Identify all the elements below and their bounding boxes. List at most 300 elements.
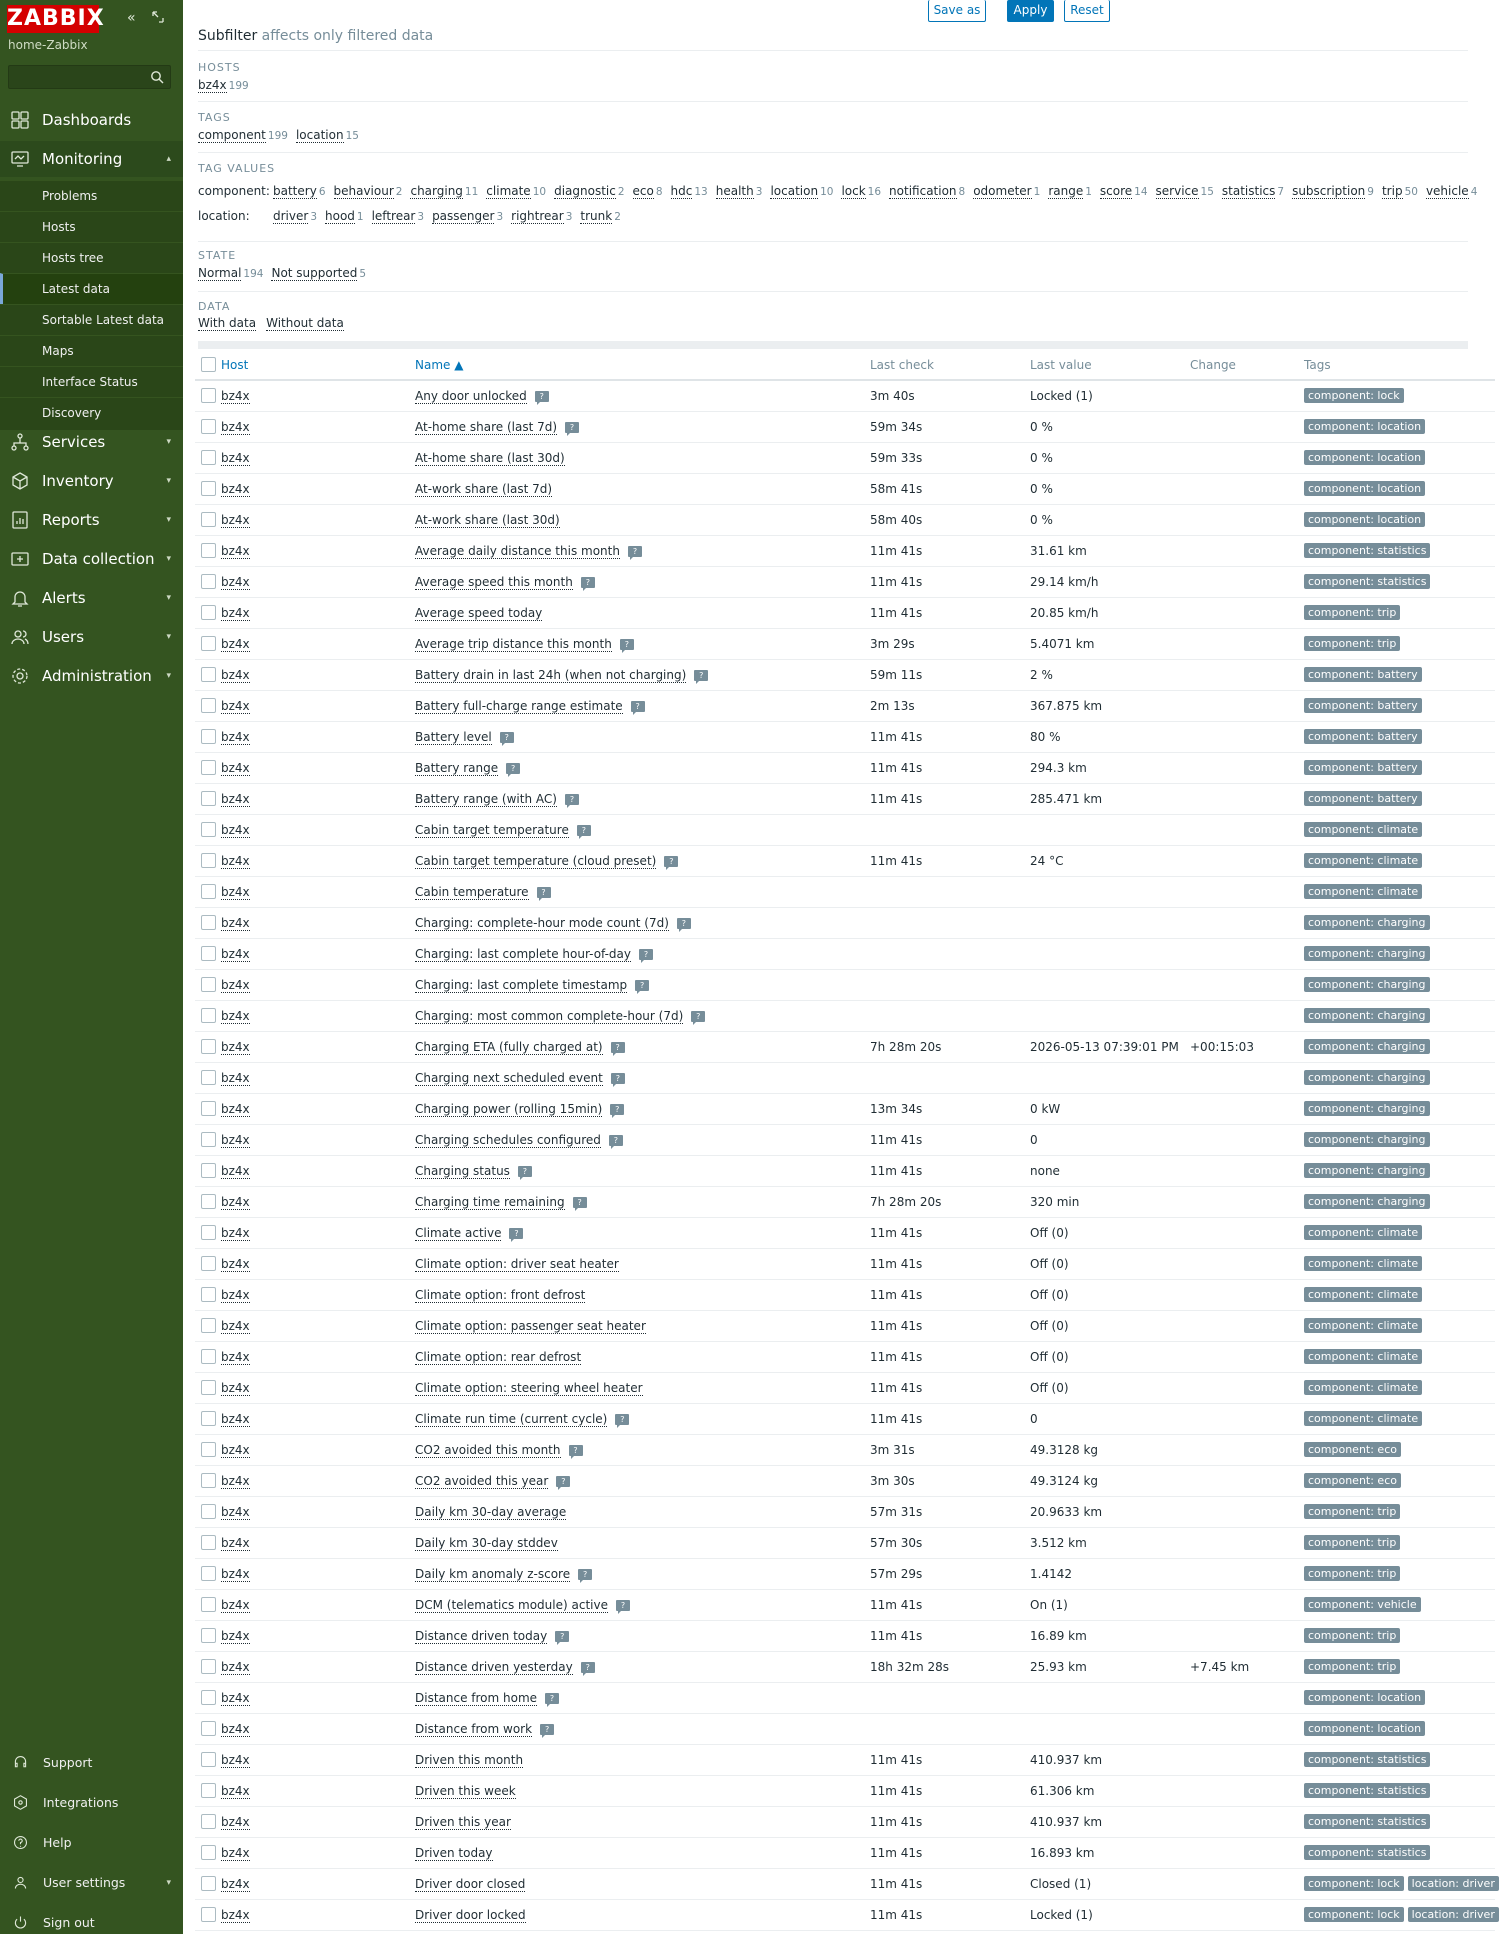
host-link[interactable]: bz4x xyxy=(221,481,250,496)
host-link[interactable]: bz4x xyxy=(221,977,250,992)
tag-badge[interactable]: component: battery xyxy=(1304,760,1422,775)
tag-badge[interactable]: component: charging xyxy=(1304,915,1430,930)
row-checkbox[interactable] xyxy=(201,1194,216,1209)
host-link[interactable]: bz4x xyxy=(221,1225,250,1240)
description-icon[interactable]: ? xyxy=(577,825,591,836)
description-icon[interactable]: ? xyxy=(691,1011,705,1022)
tag-badge[interactable]: location: driver xyxy=(1408,1876,1499,1891)
nav-monitoring[interactable] xyxy=(0,141,183,177)
host-link[interactable]: bz4x xyxy=(221,760,250,775)
item-name-link[interactable]: Any door unlocked xyxy=(415,388,527,403)
tag-badge[interactable]: component: statistics xyxy=(1304,1814,1430,1829)
host-link[interactable]: bz4x xyxy=(221,1659,250,1674)
host-link[interactable]: bz4x xyxy=(221,1163,250,1178)
item-name-link[interactable]: Daily km anomaly z-score xyxy=(415,1566,571,1581)
host-link[interactable]: bz4x xyxy=(221,1597,250,1612)
description-icon[interactable]: ? xyxy=(565,794,579,805)
item-name-link[interactable]: Driven this week xyxy=(415,1783,516,1798)
zabbix-logo[interactable]: ZABBIX xyxy=(7,6,105,31)
subfilter-tag-value-link[interactable]: behaviour xyxy=(333,184,394,198)
row-checkbox[interactable] xyxy=(201,543,216,558)
item-name-link[interactable]: Charging: complete-hour mode count (7d) xyxy=(415,915,669,930)
item-name-link[interactable]: Charging ETA (fully charged at) xyxy=(415,1039,603,1054)
row-checkbox[interactable] xyxy=(201,822,216,837)
tag-badge[interactable]: component: trip xyxy=(1304,1659,1400,1674)
nav-user-settings[interactable] xyxy=(0,1867,183,1897)
item-name-link[interactable]: DCM (telematics module) active xyxy=(415,1597,608,1612)
description-icon[interactable]: ? xyxy=(615,1414,629,1425)
host-link[interactable]: bz4x xyxy=(221,1907,250,1922)
row-checkbox[interactable] xyxy=(201,512,216,527)
tag-badge[interactable]: component: trip xyxy=(1304,605,1400,620)
item-name-link[interactable]: Climate option: passenger seat heater xyxy=(415,1318,646,1333)
subfilter-tag-value-link[interactable]: rightrear xyxy=(511,209,564,223)
subfilter-tag-value-link[interactable]: charging xyxy=(410,184,463,198)
host-link[interactable]: bz4x xyxy=(221,388,250,403)
row-checkbox[interactable] xyxy=(201,388,216,403)
subfilter-tag-link[interactable]: location xyxy=(295,128,344,142)
host-link[interactable]: bz4x xyxy=(221,1783,250,1798)
submenu-item-problems[interactable]: Problems xyxy=(0,180,183,211)
row-checkbox[interactable] xyxy=(201,1783,216,1798)
host-link[interactable]: bz4x xyxy=(221,791,250,806)
tag-badge[interactable]: component: climate xyxy=(1304,1411,1422,1426)
row-checkbox[interactable] xyxy=(201,1318,216,1333)
host-link[interactable]: bz4x xyxy=(221,1752,250,1767)
subfilter-tag-value-link[interactable]: hdc xyxy=(670,184,693,198)
row-checkbox[interactable] xyxy=(201,1039,216,1054)
item-name-link[interactable]: Climate option: driver seat heater xyxy=(415,1256,619,1271)
description-icon[interactable]: ? xyxy=(578,1569,592,1580)
description-icon[interactable]: ? xyxy=(581,577,595,588)
host-link[interactable]: bz4x xyxy=(221,822,250,837)
description-icon[interactable]: ? xyxy=(694,670,708,681)
item-name-link[interactable]: Climate option: rear defrost xyxy=(415,1349,582,1364)
row-checkbox[interactable] xyxy=(201,1473,216,1488)
host-link[interactable]: bz4x xyxy=(221,946,250,961)
description-icon[interactable]: ? xyxy=(537,887,551,898)
row-checkbox[interactable] xyxy=(201,1845,216,1860)
item-name-link[interactable]: Distance from home xyxy=(415,1690,538,1705)
row-checkbox[interactable] xyxy=(201,946,216,961)
description-icon[interactable]: ? xyxy=(518,1166,532,1177)
tag-badge[interactable]: component: climate xyxy=(1304,1349,1422,1364)
description-icon[interactable]: ? xyxy=(677,918,691,929)
nav-data-collection[interactable] xyxy=(0,541,183,577)
row-checkbox[interactable] xyxy=(201,1411,216,1426)
subfilter-tag-value-link[interactable]: score xyxy=(1099,184,1133,198)
host-column-header[interactable]: Host xyxy=(221,350,415,380)
tag-badge[interactable]: component: climate xyxy=(1304,1225,1422,1240)
host-link[interactable]: bz4x xyxy=(221,1628,250,1643)
select-all-checkbox[interactable] xyxy=(201,357,216,372)
tag-badge[interactable]: component: battery xyxy=(1304,791,1422,806)
description-icon[interactable]: ? xyxy=(664,856,678,867)
nav-reports[interactable] xyxy=(0,502,183,538)
host-link[interactable]: bz4x xyxy=(221,1132,250,1147)
row-checkbox[interactable] xyxy=(201,915,216,930)
item-name-link[interactable]: Daily km 30-day average xyxy=(415,1504,567,1519)
row-checkbox[interactable] xyxy=(201,1163,216,1178)
tag-badge[interactable]: component: battery xyxy=(1304,729,1422,744)
item-name-link[interactable]: Cabin temperature xyxy=(415,884,529,899)
row-checkbox[interactable] xyxy=(201,1349,216,1364)
submenu-item-latest-data[interactable]: Latest data xyxy=(0,273,183,304)
host-link[interactable]: bz4x xyxy=(221,1008,250,1023)
tag-badge[interactable]: component: lock xyxy=(1304,388,1404,403)
description-icon[interactable]: ? xyxy=(628,546,642,557)
subfilter-tag-value-link[interactable]: passenger xyxy=(432,209,495,223)
row-checkbox[interactable] xyxy=(201,1628,216,1643)
row-checkbox[interactable] xyxy=(201,1597,216,1612)
sidebar-search-input[interactable] xyxy=(8,65,171,89)
host-link[interactable]: bz4x xyxy=(221,1845,250,1860)
nav-support[interactable] xyxy=(0,1747,183,1777)
tag-badge[interactable]: component: battery xyxy=(1304,698,1422,713)
host-link[interactable]: bz4x xyxy=(221,884,250,899)
item-name-link[interactable]: Driven this month xyxy=(415,1752,524,1767)
subfilter-tag-value-link[interactable]: battery xyxy=(273,184,317,198)
host-link[interactable]: bz4x xyxy=(221,1380,250,1395)
subfilter-tag-value-link[interactable]: statistics xyxy=(1221,184,1276,198)
subfilter-tag-value-link[interactable]: diagnostic xyxy=(554,184,616,198)
reset-button[interactable]: Reset xyxy=(1064,0,1110,22)
submenu-item-interface-status[interactable]: Interface Status xyxy=(0,366,183,397)
item-name-link[interactable]: Daily km 30-day stddev xyxy=(415,1535,558,1550)
description-icon[interactable]: ? xyxy=(610,1104,624,1115)
subfilter-tag-value-link[interactable]: driver xyxy=(273,209,309,223)
row-checkbox[interactable] xyxy=(201,1287,216,1302)
nav-help[interactable] xyxy=(0,1827,183,1857)
host-link[interactable]: bz4x xyxy=(221,1442,250,1457)
host-link[interactable]: bz4x xyxy=(221,915,250,930)
row-checkbox[interactable] xyxy=(201,1070,216,1085)
description-icon[interactable]: ? xyxy=(556,1476,570,1487)
subfilter-tag-value-link[interactable]: range xyxy=(1048,184,1084,198)
host-link[interactable]: bz4x xyxy=(221,543,250,558)
host-link[interactable]: bz4x xyxy=(221,1039,250,1054)
row-checkbox[interactable] xyxy=(201,1907,216,1922)
submenu-item-sortable-latest-data[interactable]: Sortable Latest data xyxy=(0,304,183,335)
description-icon[interactable]: ? xyxy=(565,422,579,433)
row-checkbox[interactable] xyxy=(201,1690,216,1705)
item-name-link[interactable]: Climate option: front defrost xyxy=(415,1287,586,1302)
subfilter-tag-value-link[interactable]: service xyxy=(1155,184,1199,198)
host-link[interactable]: bz4x xyxy=(221,1566,250,1581)
item-name-link[interactable]: Battery drain in last 24h (when not charging) xyxy=(415,667,687,682)
item-name-link[interactable]: At-home share (last 30d) xyxy=(415,450,565,465)
host-link[interactable]: bz4x xyxy=(221,636,250,651)
save-as-button[interactable]: Save as xyxy=(928,0,986,22)
nav-sign-out[interactable] xyxy=(0,1907,183,1937)
host-link[interactable]: bz4x xyxy=(221,1194,250,1209)
tag-badge[interactable]: component: trip xyxy=(1304,1628,1400,1643)
item-name-link[interactable]: Charging: last complete timestamp xyxy=(415,977,628,992)
host-link[interactable]: bz4x xyxy=(221,667,250,682)
search-icon[interactable] xyxy=(150,69,164,83)
host-link[interactable]: bz4x xyxy=(221,1876,250,1891)
description-icon[interactable]: ? xyxy=(631,701,645,712)
item-name-link[interactable]: Charging: last complete hour-of-day xyxy=(415,946,631,961)
submenu-item-hosts[interactable]: Hosts xyxy=(0,211,183,242)
tag-badge[interactable]: component: location xyxy=(1304,1721,1425,1736)
apply-button[interactable]: Apply xyxy=(1007,0,1054,22)
host-link[interactable]: bz4x xyxy=(221,1287,250,1302)
tag-badge[interactable]: component: charging xyxy=(1304,1070,1430,1085)
description-icon[interactable]: ? xyxy=(555,1631,569,1642)
tag-badge[interactable]: component: climate xyxy=(1304,822,1422,837)
nav-integrations[interactable] xyxy=(0,1787,183,1817)
tag-badge[interactable]: component: charging xyxy=(1304,977,1430,992)
description-icon[interactable]: ? xyxy=(609,1135,623,1146)
item-name-link[interactable]: Average speed today xyxy=(415,605,543,620)
row-checkbox[interactable] xyxy=(201,1101,216,1116)
subfilter-tag-value-link[interactable]: trunk xyxy=(580,209,613,223)
tag-badge[interactable]: component: trip xyxy=(1304,1504,1400,1519)
tag-badge[interactable]: component: trip xyxy=(1304,636,1400,651)
row-checkbox[interactable] xyxy=(201,1380,216,1395)
nav-alerts[interactable] xyxy=(0,580,183,616)
row-checkbox[interactable] xyxy=(201,1225,216,1240)
item-name-link[interactable]: At-work share (last 30d) xyxy=(415,512,560,527)
subfilter-data-link[interactable]: Without data xyxy=(266,316,344,330)
row-checkbox[interactable] xyxy=(201,636,216,651)
tag-badge[interactable]: component: climate xyxy=(1304,853,1422,868)
tag-badge[interactable]: component: statistics xyxy=(1304,1752,1430,1767)
item-name-link[interactable]: Average daily distance this month xyxy=(415,543,620,558)
tag-badge[interactable]: component: statistics xyxy=(1304,1845,1430,1860)
row-checkbox[interactable] xyxy=(201,1752,216,1767)
row-checkbox[interactable] xyxy=(201,574,216,589)
host-link[interactable]: bz4x xyxy=(221,605,250,620)
tag-badge[interactable]: component: climate xyxy=(1304,884,1422,899)
host-link[interactable]: bz4x xyxy=(221,1814,250,1829)
item-name-link[interactable]: Charging schedules configured xyxy=(415,1132,601,1147)
row-checkbox[interactable] xyxy=(201,1814,216,1829)
subfilter-tag-value-link[interactable]: odometer xyxy=(973,184,1032,198)
tag-badge[interactable]: component: charging xyxy=(1304,1101,1430,1116)
tag-badge[interactable]: component: climate xyxy=(1304,1380,1422,1395)
tag-badge[interactable]: component: statistics xyxy=(1304,574,1430,589)
name-column-header[interactable]: Name ▲ xyxy=(415,350,870,380)
subfilter-host-link[interactable]: bz4x xyxy=(198,78,227,92)
tag-badge[interactable]: component: location xyxy=(1304,481,1425,496)
item-name-link[interactable]: At-home share (last 7d) xyxy=(415,419,558,434)
item-name-link[interactable]: Distance from work xyxy=(415,1721,533,1736)
description-icon[interactable]: ? xyxy=(611,1042,625,1053)
tag-badge[interactable]: component: lock xyxy=(1304,1907,1404,1922)
tag-badge[interactable]: component: statistics xyxy=(1304,543,1430,558)
row-checkbox[interactable] xyxy=(201,1659,216,1674)
row-checkbox[interactable] xyxy=(201,1876,216,1891)
subfilter-tag-link[interactable]: component xyxy=(198,128,266,142)
item-name-link[interactable]: Driven today xyxy=(415,1845,493,1860)
row-checkbox[interactable] xyxy=(201,1566,216,1581)
item-name-link[interactable]: Cabin target temperature xyxy=(415,822,569,837)
subfilter-state-link[interactable]: Normal xyxy=(198,266,242,280)
item-name-link[interactable]: Distance driven today xyxy=(415,1628,548,1643)
row-checkbox[interactable] xyxy=(201,605,216,620)
row-checkbox[interactable] xyxy=(201,1721,216,1736)
row-checkbox[interactable] xyxy=(201,1132,216,1147)
host-link[interactable]: bz4x xyxy=(221,1411,250,1426)
description-icon[interactable]: ? xyxy=(540,1724,554,1735)
item-name-link[interactable]: CO2 avoided this year xyxy=(415,1473,549,1488)
row-checkbox[interactable] xyxy=(201,1504,216,1519)
description-icon[interactable]: ? xyxy=(500,732,514,743)
tag-badge[interactable]: component: trip xyxy=(1304,1535,1400,1550)
host-link[interactable]: bz4x xyxy=(221,1721,250,1736)
submenu-item-maps[interactable]: Maps xyxy=(0,335,183,366)
description-icon[interactable]: ? xyxy=(573,1197,587,1208)
tag-badge[interactable]: component: vehicle xyxy=(1304,1597,1421,1612)
row-checkbox[interactable] xyxy=(201,698,216,713)
item-name-link[interactable]: Charging status xyxy=(415,1163,510,1178)
item-name-link[interactable]: Battery level xyxy=(415,729,492,744)
description-icon[interactable]: ? xyxy=(535,391,549,402)
tag-badge[interactable]: component: climate xyxy=(1304,1256,1422,1271)
tag-badge[interactable]: component: location xyxy=(1304,1690,1425,1705)
tag-badge[interactable]: component: charging xyxy=(1304,1132,1430,1147)
row-checkbox[interactable] xyxy=(201,977,216,992)
subfilter-tag-value-link[interactable]: trip xyxy=(1381,184,1403,198)
subfilter-tag-value-link[interactable]: vehicle xyxy=(1425,184,1469,198)
host-link[interactable]: bz4x xyxy=(221,419,250,434)
subfilter-tag-value-link[interactable]: climate xyxy=(486,184,531,198)
collapse-sidebar-icon[interactable]: « xyxy=(127,10,136,26)
row-checkbox[interactable] xyxy=(201,1008,216,1023)
host-link[interactable]: bz4x xyxy=(221,853,250,868)
tag-badge[interactable]: component: location xyxy=(1304,512,1425,527)
item-name-link[interactable]: Climate active xyxy=(415,1225,502,1240)
row-checkbox[interactable] xyxy=(201,481,216,496)
nav-users[interactable] xyxy=(0,619,183,655)
description-icon[interactable]: ? xyxy=(639,949,653,960)
host-link[interactable]: bz4x xyxy=(221,1535,250,1550)
tag-badge[interactable]: component: climate xyxy=(1304,1287,1422,1302)
row-checkbox[interactable] xyxy=(201,419,216,434)
row-checkbox[interactable] xyxy=(201,1256,216,1271)
subfilter-tag-value-link[interactable]: leftrear xyxy=(371,209,416,223)
tag-badge[interactable]: component: statistics xyxy=(1304,1783,1430,1798)
tag-badge[interactable]: component: charging xyxy=(1304,946,1430,961)
description-icon[interactable]: ? xyxy=(635,980,649,991)
tag-badge[interactable]: component: trip xyxy=(1304,1566,1400,1581)
host-link[interactable]: bz4x xyxy=(221,512,250,527)
item-name-link[interactable]: Battery range xyxy=(415,760,499,775)
item-name-link[interactable]: Cabin target temperature (cloud preset) xyxy=(415,853,657,868)
item-name-link[interactable]: Charging: most common complete-hour (7d) xyxy=(415,1008,684,1023)
item-name-link[interactable]: Charging power (rolling 15min) xyxy=(415,1101,603,1116)
tag-badge[interactable]: component: eco xyxy=(1304,1473,1401,1488)
host-link[interactable]: bz4x xyxy=(221,729,250,744)
row-checkbox[interactable] xyxy=(201,667,216,682)
host-link[interactable]: bz4x xyxy=(221,1690,250,1705)
tag-badge[interactable]: component: climate xyxy=(1304,1318,1422,1333)
description-icon[interactable]: ? xyxy=(545,1693,559,1704)
item-name-link[interactable]: Average trip distance this month xyxy=(415,636,612,651)
host-link[interactable]: bz4x xyxy=(221,1256,250,1271)
description-icon[interactable]: ? xyxy=(620,639,634,650)
subfilter-tag-value-link[interactable]: health xyxy=(715,184,754,198)
tag-badge[interactable]: component: location xyxy=(1304,419,1425,434)
row-checkbox[interactable] xyxy=(201,1535,216,1550)
row-checkbox[interactable] xyxy=(201,450,216,465)
row-checkbox[interactable] xyxy=(201,729,216,744)
item-name-link[interactable]: Battery range (with AC) xyxy=(415,791,557,806)
host-link[interactable]: bz4x xyxy=(221,1504,250,1519)
tag-badge[interactable]: component: eco xyxy=(1304,1442,1401,1457)
description-icon[interactable]: ? xyxy=(506,763,520,774)
host-link[interactable]: bz4x xyxy=(221,1473,250,1488)
subfilter-tag-value-link[interactable]: lock xyxy=(841,184,866,198)
item-name-link[interactable]: At-work share (last 7d) xyxy=(415,481,553,496)
host-link[interactable]: bz4x xyxy=(221,1070,250,1085)
host-link[interactable]: bz4x xyxy=(221,574,250,589)
subfilter-tag-value-link[interactable]: notification xyxy=(889,184,957,198)
item-name-link[interactable]: Distance driven yesterday xyxy=(415,1659,573,1674)
row-checkbox[interactable] xyxy=(201,760,216,775)
item-name-link[interactable]: Driven this year xyxy=(415,1814,511,1829)
row-checkbox[interactable] xyxy=(201,884,216,899)
item-name-link[interactable]: Driver door locked xyxy=(415,1907,526,1922)
tag-badge[interactable]: location: driver xyxy=(1408,1907,1499,1922)
item-name-link[interactable]: CO2 avoided this month xyxy=(415,1442,561,1457)
host-link[interactable]: bz4x xyxy=(221,450,250,465)
subfilter-tag-value-link[interactable]: hood xyxy=(325,209,355,223)
item-name-link[interactable]: Average speed this month xyxy=(415,574,573,589)
description-icon[interactable]: ? xyxy=(569,1445,583,1456)
item-name-link[interactable]: Charging next scheduled event xyxy=(415,1070,603,1085)
description-icon[interactable]: ? xyxy=(509,1228,523,1239)
submenu-item-discovery[interactable]: Discovery xyxy=(0,397,183,428)
subfilter-data-link[interactable]: With data xyxy=(198,316,257,330)
kiosk-mode-icon[interactable] xyxy=(151,10,165,28)
description-icon[interactable]: ? xyxy=(581,1662,595,1673)
item-name-link[interactable]: Battery full-charge range estimate xyxy=(415,698,623,713)
row-checkbox[interactable] xyxy=(201,1442,216,1457)
tag-badge[interactable]: component: location xyxy=(1304,450,1425,465)
description-icon[interactable]: ? xyxy=(616,1600,630,1611)
host-link[interactable]: bz4x xyxy=(221,1318,250,1333)
nav-dashboards[interactable] xyxy=(0,102,183,138)
description-icon[interactable]: ? xyxy=(611,1073,625,1084)
table-row xyxy=(195,1031,1495,1062)
tag-badge[interactable]: component: charging xyxy=(1304,1163,1430,1178)
subfilter-tag-value-link[interactable]: eco xyxy=(632,184,654,198)
row-checkbox[interactable] xyxy=(201,791,216,806)
host-link[interactable]: bz4x xyxy=(221,1349,250,1364)
subfilter-tag-value-link[interactable]: subscription xyxy=(1292,184,1366,198)
item-name-link[interactable]: Climate option: steering wheel heater xyxy=(415,1380,643,1395)
nav-administration[interactable] xyxy=(0,658,183,694)
item-name-link[interactable]: Charging time remaining xyxy=(415,1194,565,1209)
subfilter-tag-value-link[interactable]: location xyxy=(770,184,819,198)
nav-inventory[interactable] xyxy=(0,463,183,499)
subfilter-state-link[interactable]: Not supported xyxy=(271,266,358,280)
tag-badge[interactable]: component: charging xyxy=(1304,1194,1430,1209)
host-link[interactable]: bz4x xyxy=(221,698,250,713)
item-name-link[interactable]: Climate run time (current cycle) xyxy=(415,1411,608,1426)
host-link[interactable]: bz4x xyxy=(221,1101,250,1116)
tag-badge[interactable]: component: charging xyxy=(1304,1008,1430,1023)
tag-badge[interactable]: component: battery xyxy=(1304,667,1422,682)
row-checkbox[interactable] xyxy=(201,853,216,868)
tag-badge[interactable]: component: lock xyxy=(1304,1876,1404,1891)
tag-badge[interactable]: component: charging xyxy=(1304,1039,1430,1054)
item-name-link[interactable]: Driver door closed xyxy=(415,1876,526,1891)
submenu-item-hosts-tree[interactable]: Hosts tree xyxy=(0,242,183,273)
